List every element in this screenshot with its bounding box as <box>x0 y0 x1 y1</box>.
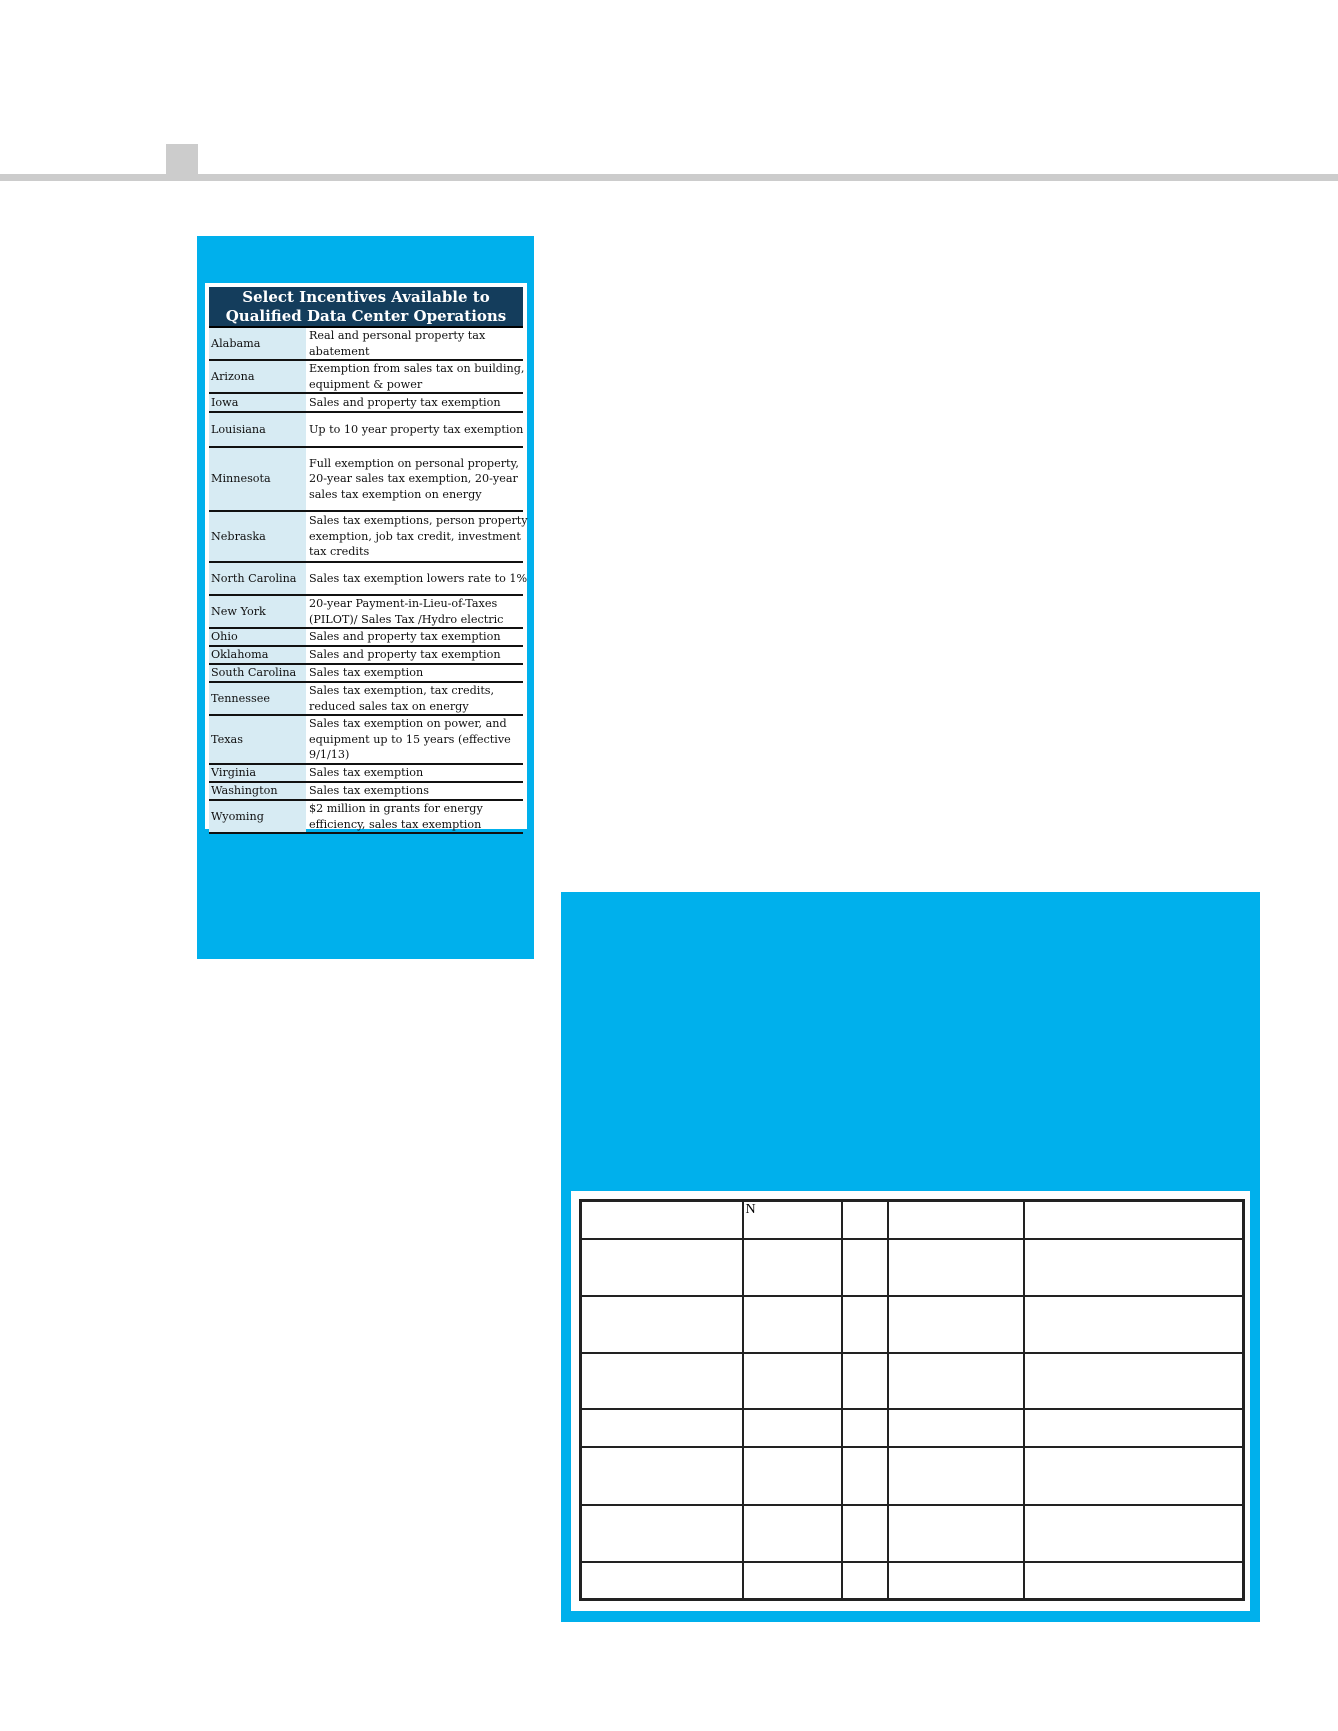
grid-row <box>581 1447 1244 1505</box>
incentive-row <box>209 765 523 783</box>
incentives-table-title <box>209 287 523 328</box>
incentive-row <box>209 665 523 683</box>
bottom-panel <box>561 892 1260 1622</box>
incentive-state: Alabama <box>209 328 306 359</box>
incentive-description-line: Sales tax exemption on power, and <box>309 717 507 731</box>
incentive-state: Tennessee <box>209 683 306 714</box>
grid-cell <box>888 1409 1024 1447</box>
grid-cell <box>743 1447 842 1505</box>
grid-cell <box>888 1562 1024 1600</box>
incentive-state: Minnesota <box>209 448 306 510</box>
incentive-description-line: Sales tax exemption <box>309 666 424 680</box>
grid-cell <box>743 1296 842 1353</box>
incentive-description <box>306 716 523 763</box>
incentive-description-line: tax credits <box>309 545 370 559</box>
title-line-2: Qualified Data Center Operations <box>225 307 507 325</box>
grid-cell <box>1024 1562 1244 1600</box>
incentive-state: Ohio <box>209 629 306 645</box>
incentive-description <box>306 448 523 510</box>
grid-cell <box>743 1409 842 1447</box>
incentive-description <box>306 665 523 681</box>
grid-row <box>581 1505 1244 1562</box>
incentive-state: Virginia <box>209 765 306 781</box>
grid-cell <box>743 1505 842 1562</box>
grid-cell <box>888 1505 1024 1562</box>
incentive-state: Iowa <box>209 394 306 411</box>
grid-cell <box>581 1353 743 1409</box>
incentive-description-line: reduced sales tax on energy <box>309 699 469 713</box>
grid-cell <box>743 1353 842 1409</box>
incentive-description-line: Sales tax exemption, tax credits, <box>309 683 495 697</box>
grid-row <box>581 1296 1244 1353</box>
grid-cell <box>842 1239 888 1296</box>
grid-cell <box>1024 1409 1244 1447</box>
empty-grid <box>579 1199 1245 1601</box>
incentive-state: North Carolina <box>209 563 306 594</box>
incentive-state: Wyoming <box>209 801 306 832</box>
grid-cell <box>842 1296 888 1353</box>
incentive-description-line: Up to 10 year property tax exemption <box>309 422 524 436</box>
incentive-description <box>306 596 523 627</box>
incentive-row <box>209 512 528 563</box>
grid-cell <box>743 1562 842 1600</box>
incentive-description-line: sales tax exemption on energy <box>309 487 482 501</box>
grid-header-cell: N <box>743 1201 842 1239</box>
incentive-row <box>209 629 523 647</box>
header-rule <box>0 174 1338 181</box>
incentives-rows <box>209 328 528 834</box>
grid-cell <box>888 1296 1024 1353</box>
grid-cell <box>581 1447 743 1505</box>
grid-row <box>581 1409 1244 1447</box>
incentive-state: Louisiana <box>209 413 306 446</box>
incentive-row <box>209 563 528 596</box>
incentive-row <box>209 647 523 665</box>
incentives-table <box>205 283 527 829</box>
incentive-description-line: equipment up to 15 years (effective <box>309 732 511 746</box>
incentive-description-line: exemption, job tax credit, investment <box>309 529 521 543</box>
incentive-state: New York <box>209 596 306 627</box>
incentive-row <box>209 361 523 394</box>
incentive-description <box>306 683 523 714</box>
grid-cell <box>842 1562 888 1600</box>
incentive-row <box>209 394 523 413</box>
incentive-description-line: Full exemption on personal property, <box>309 456 519 470</box>
grid-row <box>581 1353 1244 1409</box>
grid-cell <box>1024 1353 1244 1409</box>
incentive-description-line: abatement <box>309 344 370 358</box>
grid-cell <box>842 1201 888 1239</box>
incentive-state: Washington <box>209 783 306 799</box>
incentive-row <box>209 413 523 448</box>
title-line-1: Select Incentives Available to <box>242 288 490 306</box>
incentive-description-line: equipment & power <box>309 377 423 391</box>
incentive-description-line: Sales and property tax exemption <box>309 395 501 409</box>
incentive-description-line: Sales and property tax exemption <box>309 630 501 644</box>
grid-cell <box>888 1201 1024 1239</box>
incentive-description <box>306 413 523 446</box>
incentive-description <box>306 629 523 645</box>
incentive-description-line: efficiency, sales tax exemption <box>309 817 482 831</box>
incentive-description-line: Sales tax exemption <box>309 766 424 780</box>
grid-row <box>581 1239 1244 1296</box>
incentive-state: Texas <box>209 716 306 763</box>
grid-row <box>581 1562 1244 1600</box>
grid-cell <box>1024 1505 1244 1562</box>
header-rule-tab <box>166 144 198 179</box>
incentive-description <box>306 563 527 594</box>
incentive-description-line: Sales and property tax exemption <box>309 648 501 662</box>
incentive-row <box>209 683 523 716</box>
grid-cell <box>842 1505 888 1562</box>
incentive-description <box>306 512 528 561</box>
grid-cell <box>581 1201 743 1239</box>
grid-cell <box>581 1505 743 1562</box>
grid-cell <box>1024 1447 1244 1505</box>
incentive-description-line: 20-year Payment-in-Lieu-of-Taxes <box>309 596 498 610</box>
grid-cell <box>581 1409 743 1447</box>
incentive-row <box>209 596 523 629</box>
empty-grid-frame <box>571 1191 1250 1611</box>
grid-cell <box>888 1353 1024 1409</box>
incentive-state: Arizona <box>209 361 306 392</box>
grid-cell <box>888 1239 1024 1296</box>
incentive-description-line: $2 million in grants for energy <box>309 801 483 815</box>
incentive-description <box>306 647 523 663</box>
incentive-row <box>209 448 523 512</box>
incentive-state: Nebraska <box>209 512 306 561</box>
incentive-state: Oklahoma <box>209 647 306 663</box>
grid-cell <box>842 1447 888 1505</box>
incentive-description <box>306 765 523 781</box>
incentive-description-line: Exemption from sales tax on building, <box>309 361 525 375</box>
incentive-row <box>209 328 523 361</box>
incentive-description <box>306 801 523 832</box>
incentive-description-line: Sales tax exemptions <box>309 784 429 798</box>
grid-cell <box>1024 1239 1244 1296</box>
incentive-row <box>209 801 523 834</box>
incentive-row <box>209 783 523 801</box>
incentive-description-line: 20-year sales tax exemption, 20-year <box>309 472 518 486</box>
grid-cell <box>888 1447 1024 1505</box>
incentive-description <box>306 783 523 799</box>
grid-cell <box>1024 1201 1244 1239</box>
incentive-description-line: 9/1/13) <box>309 748 350 762</box>
grid-header-row <box>581 1201 1244 1239</box>
grid-cell <box>581 1296 743 1353</box>
incentive-description-line: Sales tax exemptions, person property <box>309 514 528 528</box>
grid-cell <box>581 1562 743 1600</box>
incentive-description <box>306 328 523 359</box>
incentive-description <box>306 361 524 392</box>
incentive-row <box>209 716 523 765</box>
incentive-description-line: (PILOT)/ Sales Tax /Hydro electric <box>309 612 504 626</box>
grid-cell <box>1024 1296 1244 1353</box>
grid-cell <box>842 1409 888 1447</box>
incentive-description-line: Real and personal property tax <box>309 328 486 342</box>
incentives-sidebar <box>197 236 534 959</box>
incentive-description <box>306 394 523 411</box>
incentive-description-line: Sales tax exemption lowers rate to 1% <box>309 571 528 585</box>
grid-cell <box>842 1353 888 1409</box>
incentive-state: South Carolina <box>209 665 306 681</box>
grid-cell <box>581 1239 743 1296</box>
grid-cell <box>743 1239 842 1296</box>
